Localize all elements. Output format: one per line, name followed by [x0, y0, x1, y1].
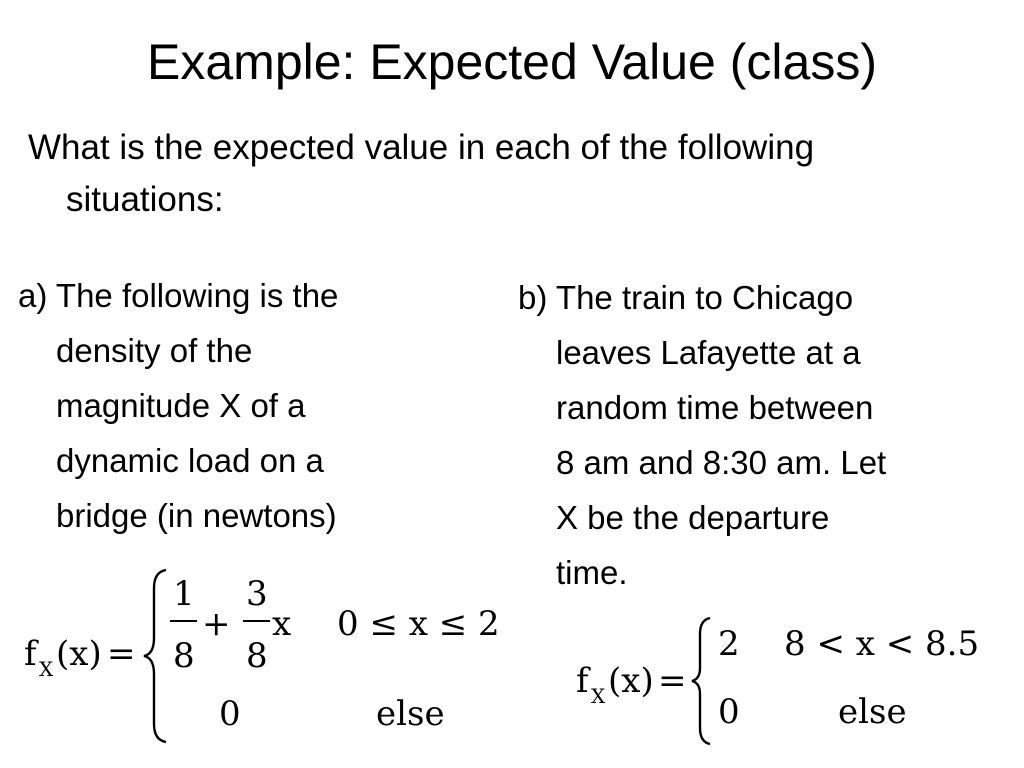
part-a-line: dynamic load on a [56, 442, 324, 479]
formula-a-equals: = [107, 634, 136, 674]
formula-a-brace [142, 568, 170, 744]
formula-a-subscript: X [39, 657, 54, 681]
part-b-line: random time between [556, 389, 874, 426]
part-b-line: time. [556, 554, 628, 591]
formula-a-denominator-1: 8 [173, 636, 195, 676]
formula-a-argument: (x) [56, 634, 102, 674]
part-b-line: leaves Lafayette at a [556, 334, 861, 371]
formula-a-f: f [24, 634, 37, 674]
formula-b-brace [690, 616, 714, 746]
formula-b-subscript: X [591, 684, 606, 708]
part-a-line: magnitude X of a [56, 387, 306, 424]
formula-b-equals: = [658, 661, 687, 701]
formula-b-value-1: 2 [718, 624, 740, 664]
intro-line-2: situations: [66, 180, 224, 219]
formula-a-condition-2: else [376, 694, 445, 734]
part-b-line: X be the departure [556, 499, 830, 536]
formula-a-variable: x [272, 604, 292, 644]
formula-b-f: f [576, 661, 589, 701]
part-a-line: a) The following is the [18, 277, 339, 314]
slide-title: Example: Expected Value (class) [147, 34, 877, 90]
formula-a-fraction-bar-1 [170, 620, 197, 622]
part-a-text [18, 268, 338, 543]
formula-a-fraction-bar-2 [243, 620, 270, 622]
part-a-line: bridge (in newtons) [56, 497, 337, 534]
formula-a-denominator-2: 8 [246, 636, 268, 676]
formula-a-numerator-1: 1 [173, 574, 195, 614]
intro-question [28, 122, 988, 226]
formula-a-value-2: 0 [219, 694, 241, 734]
formula-b-condition-1: 8 < x < 8.5 [784, 624, 980, 664]
part-b-line: 8 am and 8:30 am. Let [556, 444, 887, 481]
formula-b-argument: (x) [608, 661, 654, 701]
formula-a-condition-1: 0 ≤ x ≤ 2 [337, 604, 500, 644]
part-a-line: density of the [56, 332, 253, 369]
part-b-text [518, 270, 886, 600]
intro-line-1: What is the expected value in each of the following [28, 128, 815, 167]
formula-b-condition-2: else [838, 692, 907, 732]
formula-b-value-2: 0 [718, 692, 740, 732]
part-b-line: b) The train to Chicago [518, 279, 854, 316]
formula-a-plus: + [202, 604, 231, 644]
formula-a-numerator-2: 3 [246, 574, 268, 614]
